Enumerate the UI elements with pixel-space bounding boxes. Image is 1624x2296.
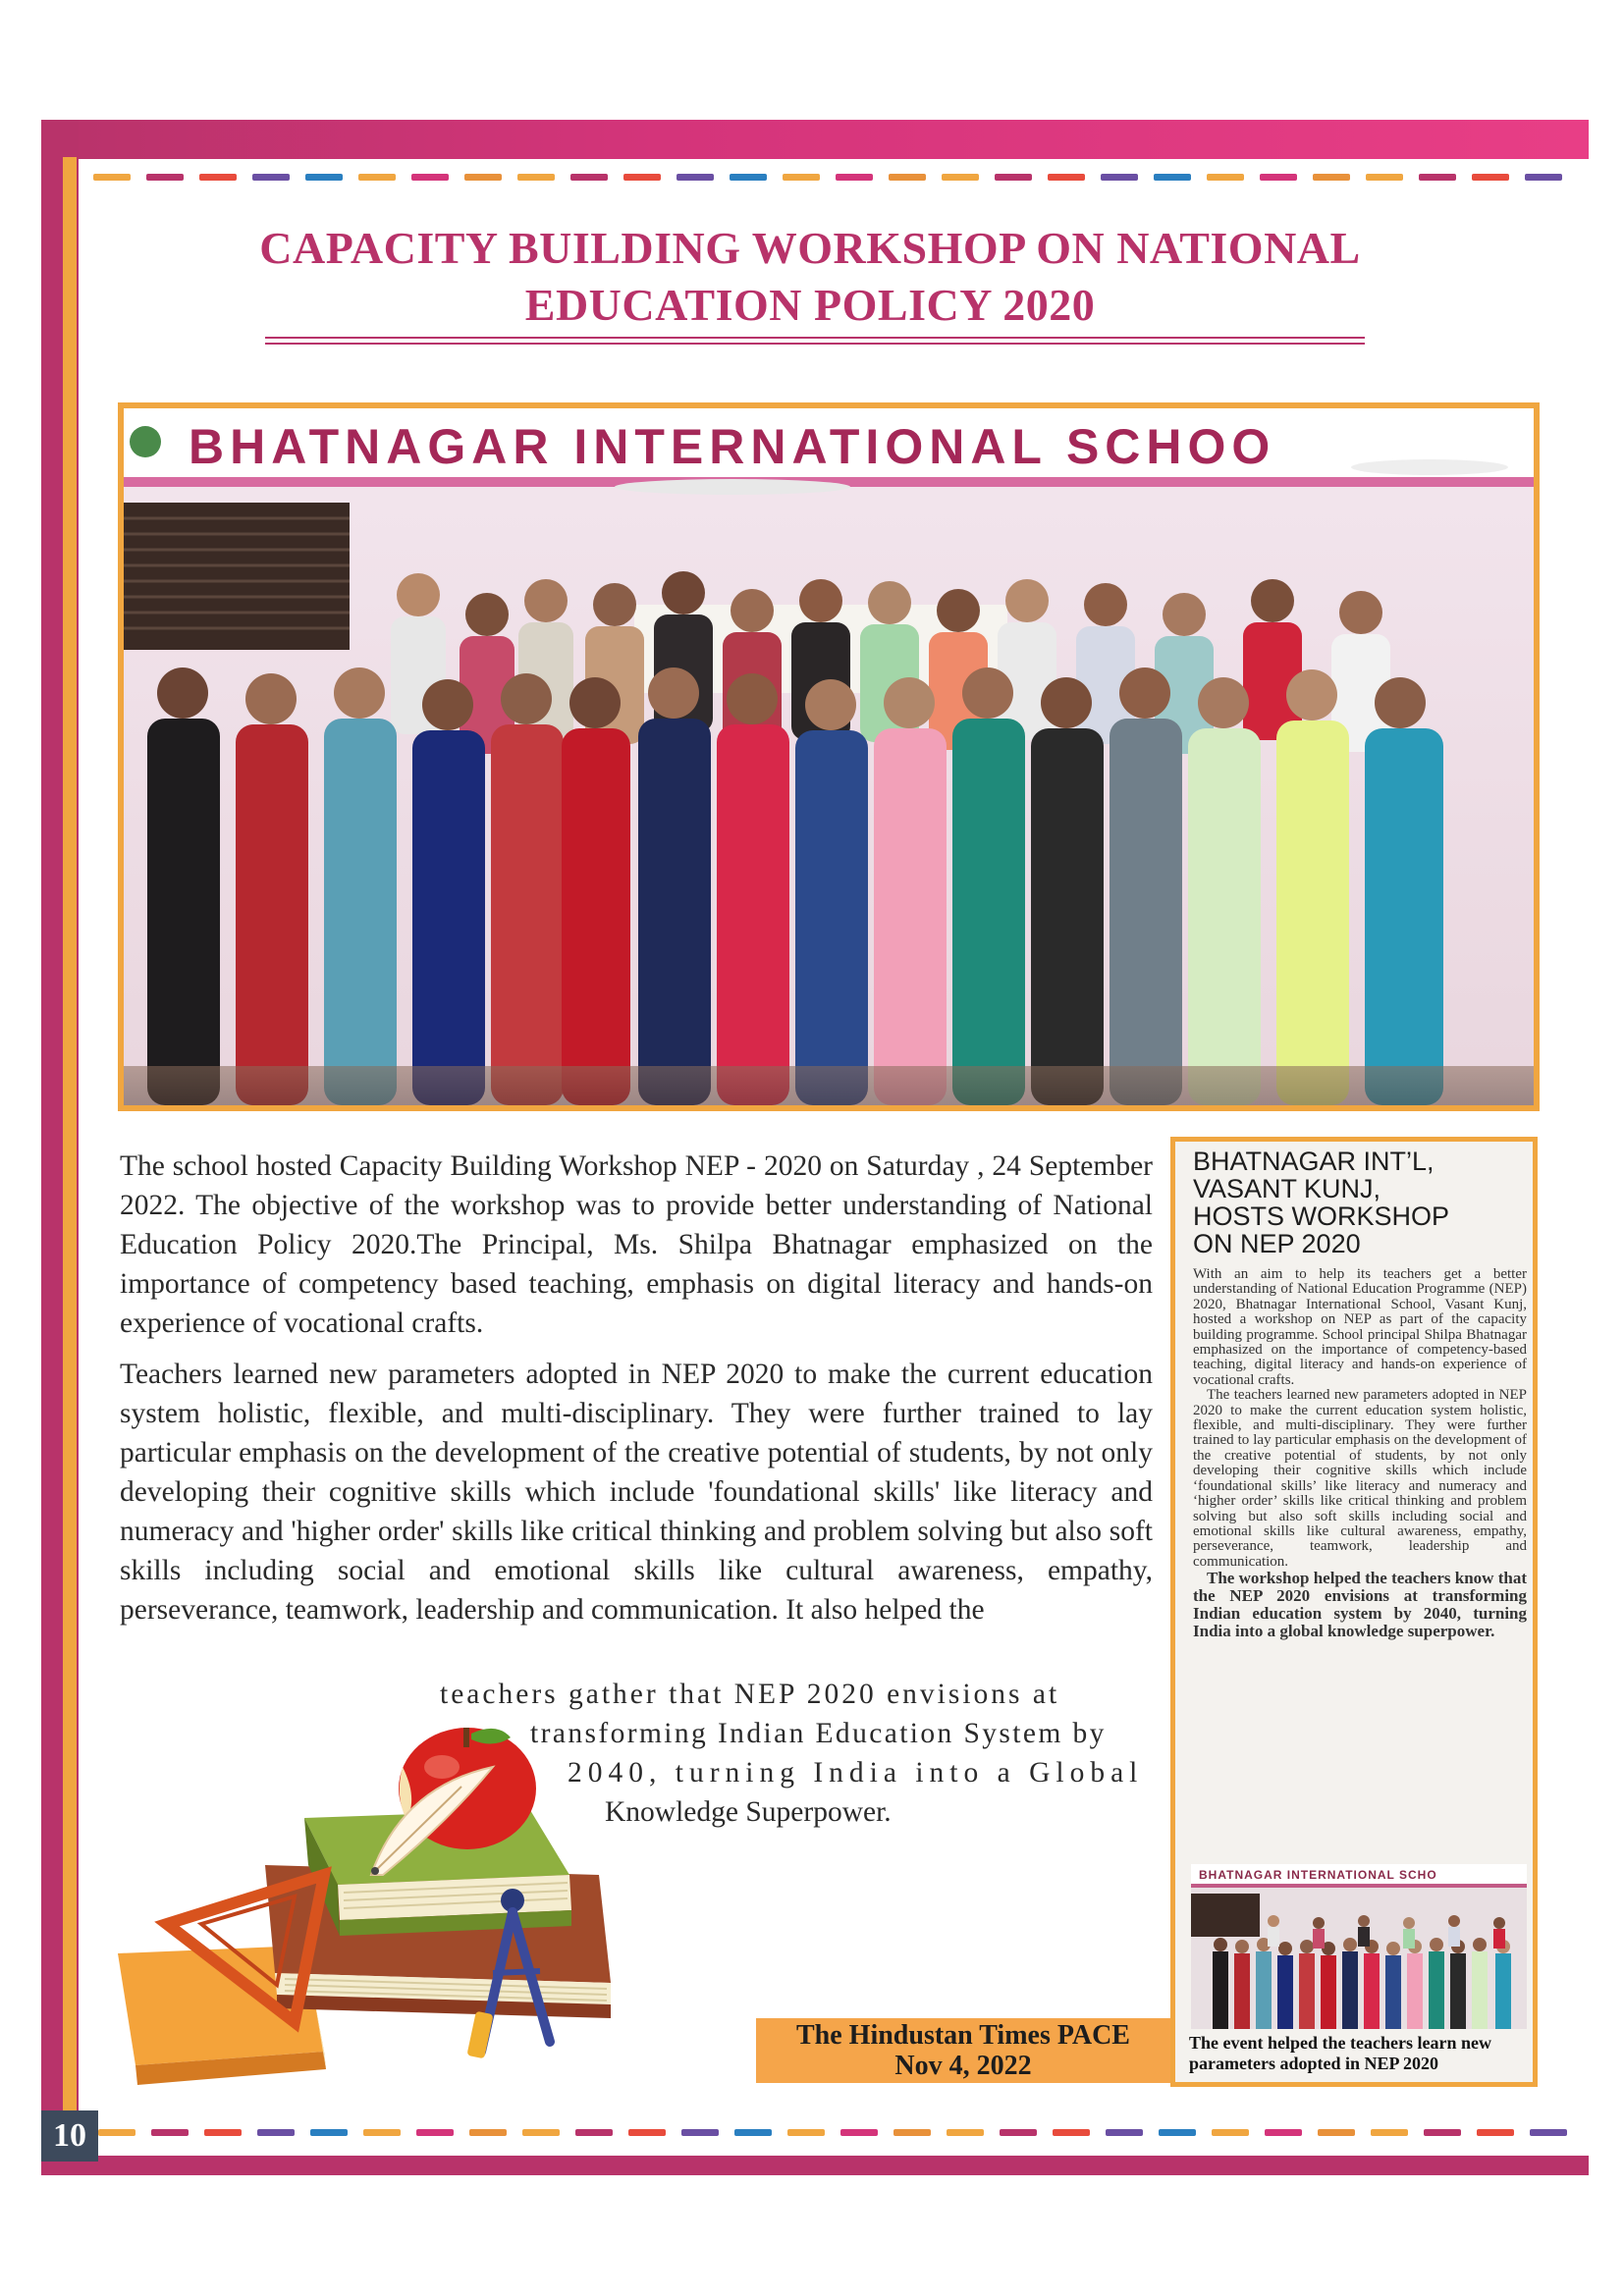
clipping-photo-image <box>1191 1864 1527 2029</box>
article-tail-line-4: Knowledge Superpower. <box>605 1796 892 1828</box>
dash-segment <box>575 2129 613 2136</box>
dash-segment <box>1424 2129 1461 2136</box>
source-date: Nov 4, 2022 <box>894 2051 1032 2081</box>
dash-segment <box>1207 174 1244 181</box>
newspaper-clipping <box>1170 1137 1538 2087</box>
dash-segment <box>305 174 343 181</box>
dash-segment <box>1419 174 1456 181</box>
title-underline-2 <box>265 343 1365 345</box>
dash-segment <box>363 2129 401 2136</box>
dash-segment <box>1525 174 1562 181</box>
group-photo <box>118 402 1540 1111</box>
dash-segment <box>1212 2129 1249 2136</box>
dash-segment <box>1048 174 1085 181</box>
dash-segment <box>310 2129 348 2136</box>
clipping-paragraph-1: With an aim to help its teachers get a better understanding of National Education Programme (NEP) 2020, Bhatnagar International School, Vasant Kunj, hosted a workshop on NEP as part of the capacity building programme. School principal Shilpa Bhatnagar emphasized on the importance of competency-based teaching, digital literacy and hands-on experience of vocational crafts. <box>1193 1266 1527 1388</box>
dash-segment <box>681 2129 719 2136</box>
clipping-headline-line-1: BHATNAGAR INT’L, <box>1193 1147 1435 1176</box>
dash-segment <box>995 174 1032 181</box>
title-line-2: EDUCATION POLICY 2020 <box>524 280 1096 330</box>
dash-segment <box>1366 174 1403 181</box>
dash-segment <box>1472 174 1509 181</box>
article-tail-line-3: 2040, turning India into a Global <box>568 1757 1144 1789</box>
dash-segment <box>570 174 608 181</box>
dash-segment <box>730 174 767 181</box>
dash-segment <box>1265 2129 1302 2136</box>
page-title <box>196 220 1424 334</box>
dash-segment <box>1477 2129 1514 2136</box>
dash-segment <box>522 2129 560 2136</box>
dash-segment <box>1313 174 1350 181</box>
dash-segment <box>93 174 131 181</box>
dash-segment <box>146 174 184 181</box>
clipping-headline <box>1193 1148 1527 1257</box>
article-body <box>120 1147 1153 1641</box>
article-paragraph-2: Teachers learned new parameters adopted in NEP 2020 to make the current education system holistic, flexible, and multi-disciplinary. They were further trained to lay particular emphasis on the development of the creative potential of students, by not only developing their cognitive skills which include 'foundational skills' like literacy and numeracy and 'higher order' skills like critical thinking and problem solving but also soft skills including social and emotional skills like cultural awareness, empathy, perseverance, teamwork, leadership and communication. It also helped the <box>120 1359 1153 1626</box>
dash-segment <box>893 2129 931 2136</box>
dash-segment <box>1318 2129 1355 2136</box>
dash-segment <box>836 174 873 181</box>
dash-segment <box>628 2129 666 2136</box>
dash-segment <box>98 2129 135 2136</box>
group-photo-image <box>124 408 1534 1105</box>
dash-segment <box>783 174 820 181</box>
page-number: 10 <box>41 2110 98 2162</box>
dash-segment <box>358 174 396 181</box>
dash-segment <box>1260 174 1297 181</box>
clipping-paragraph-3: The workshop helped the teachers know that the NEP 2020 envisions at transforming Indian education system by 2040, turning India into a global knowledge superpower. <box>1193 1569 1527 1641</box>
clipping-paragraph-2: The teachers learned new parameters adopted in NEP 2020 to make the current education system holistic, flexible, and multi-disciplinary. They were further trained to lay particular emphasis on the development of the creative potential of students, by not only developing their cognitive skills which include ‘foundational skills’ like literacy and numeracy and ‘higher order’ skills like critical thinking and problem solving but also soft skills including social and emotional skills like cultural awareness, empathy, perseverance, teamwork, leadership and communication. <box>1193 1387 1527 1570</box>
clipping-body <box>1193 1267 1527 1640</box>
title-line-1: CAPACITY BUILDING WORKSHOP ON NATIONAL <box>259 223 1361 273</box>
dash-segment <box>1000 2129 1037 2136</box>
dash-segment <box>151 2129 189 2136</box>
dash-segment <box>734 2129 772 2136</box>
decorative-dash-line-bottom <box>98 2129 1567 2136</box>
article-paragraph-1: The school hosted Capacity Building Workshop NEP - 2020 on Saturday , 24 September 2022. The objective of the workshop was to provide better understanding of National Education Policy 2020.The Principal, Ms. Shilpa Bhatnagar emphasized on the importance of competency based teaching, emphasis on digital literacy and hands-on experience of vocational crafts. <box>120 1150 1153 1339</box>
dash-segment <box>464 174 502 181</box>
page-frame-top <box>41 120 1589 159</box>
dash-segment <box>942 174 979 181</box>
dash-segment <box>204 2129 242 2136</box>
source-publication: The Hindustan Times PACE <box>796 2020 1130 2051</box>
dash-segment <box>947 2129 984 2136</box>
dash-segment <box>252 174 290 181</box>
dash-segment <box>199 174 237 181</box>
page-frame-left-accent <box>63 157 77 2110</box>
dash-segment <box>1154 174 1191 181</box>
title-underline <box>265 337 1365 339</box>
clipping-headline-line-4: ON NEP 2020 <box>1193 1229 1361 1258</box>
dash-segment <box>517 174 555 181</box>
page-frame-right <box>1575 159 1589 2156</box>
decorative-dash-line-top <box>93 174 1562 181</box>
clipping-headline-line-2: VASANT KUNJ, <box>1193 1174 1381 1203</box>
dash-segment <box>1106 2129 1143 2136</box>
article-tail-line-1: teachers gather that NEP 2020 envisions at <box>440 1679 1060 1710</box>
article-tail-line-2: transforming Indian Education System by <box>530 1718 1107 1749</box>
source-badge <box>756 2018 1170 2083</box>
dash-segment <box>469 2129 507 2136</box>
clipping-headline-line-3: HOSTS WORKSHOP <box>1193 1201 1450 1231</box>
dash-segment <box>1371 2129 1408 2136</box>
photo-banner-text: BHATNAGAR INTERNATIONAL SCHOO <box>189 419 1276 474</box>
dash-segment <box>1159 2129 1196 2136</box>
dash-segment <box>889 174 926 181</box>
dash-segment <box>623 174 661 181</box>
dash-segment <box>257 2129 295 2136</box>
dash-segment <box>1101 174 1138 181</box>
clipping-photo-caption: The event helped the teachers learn new parameters adopted in NEP 2020 <box>1189 2033 1491 2073</box>
dash-segment <box>677 174 714 181</box>
dash-segment <box>1053 2129 1090 2136</box>
books-apple-illustration <box>108 1728 638 2110</box>
books-apple-icon <box>108 1728 638 2110</box>
clipping-photo <box>1191 1864 1527 2029</box>
dash-segment <box>840 2129 878 2136</box>
dash-segment <box>416 2129 454 2136</box>
dash-segment <box>1530 2129 1567 2136</box>
clipping-photo-banner: BHATNAGAR INTERNATIONAL SCHO <box>1199 1868 1437 1882</box>
dash-segment <box>411 174 449 181</box>
dash-segment <box>787 2129 825 2136</box>
page-frame-bottom <box>41 2156 1589 2175</box>
